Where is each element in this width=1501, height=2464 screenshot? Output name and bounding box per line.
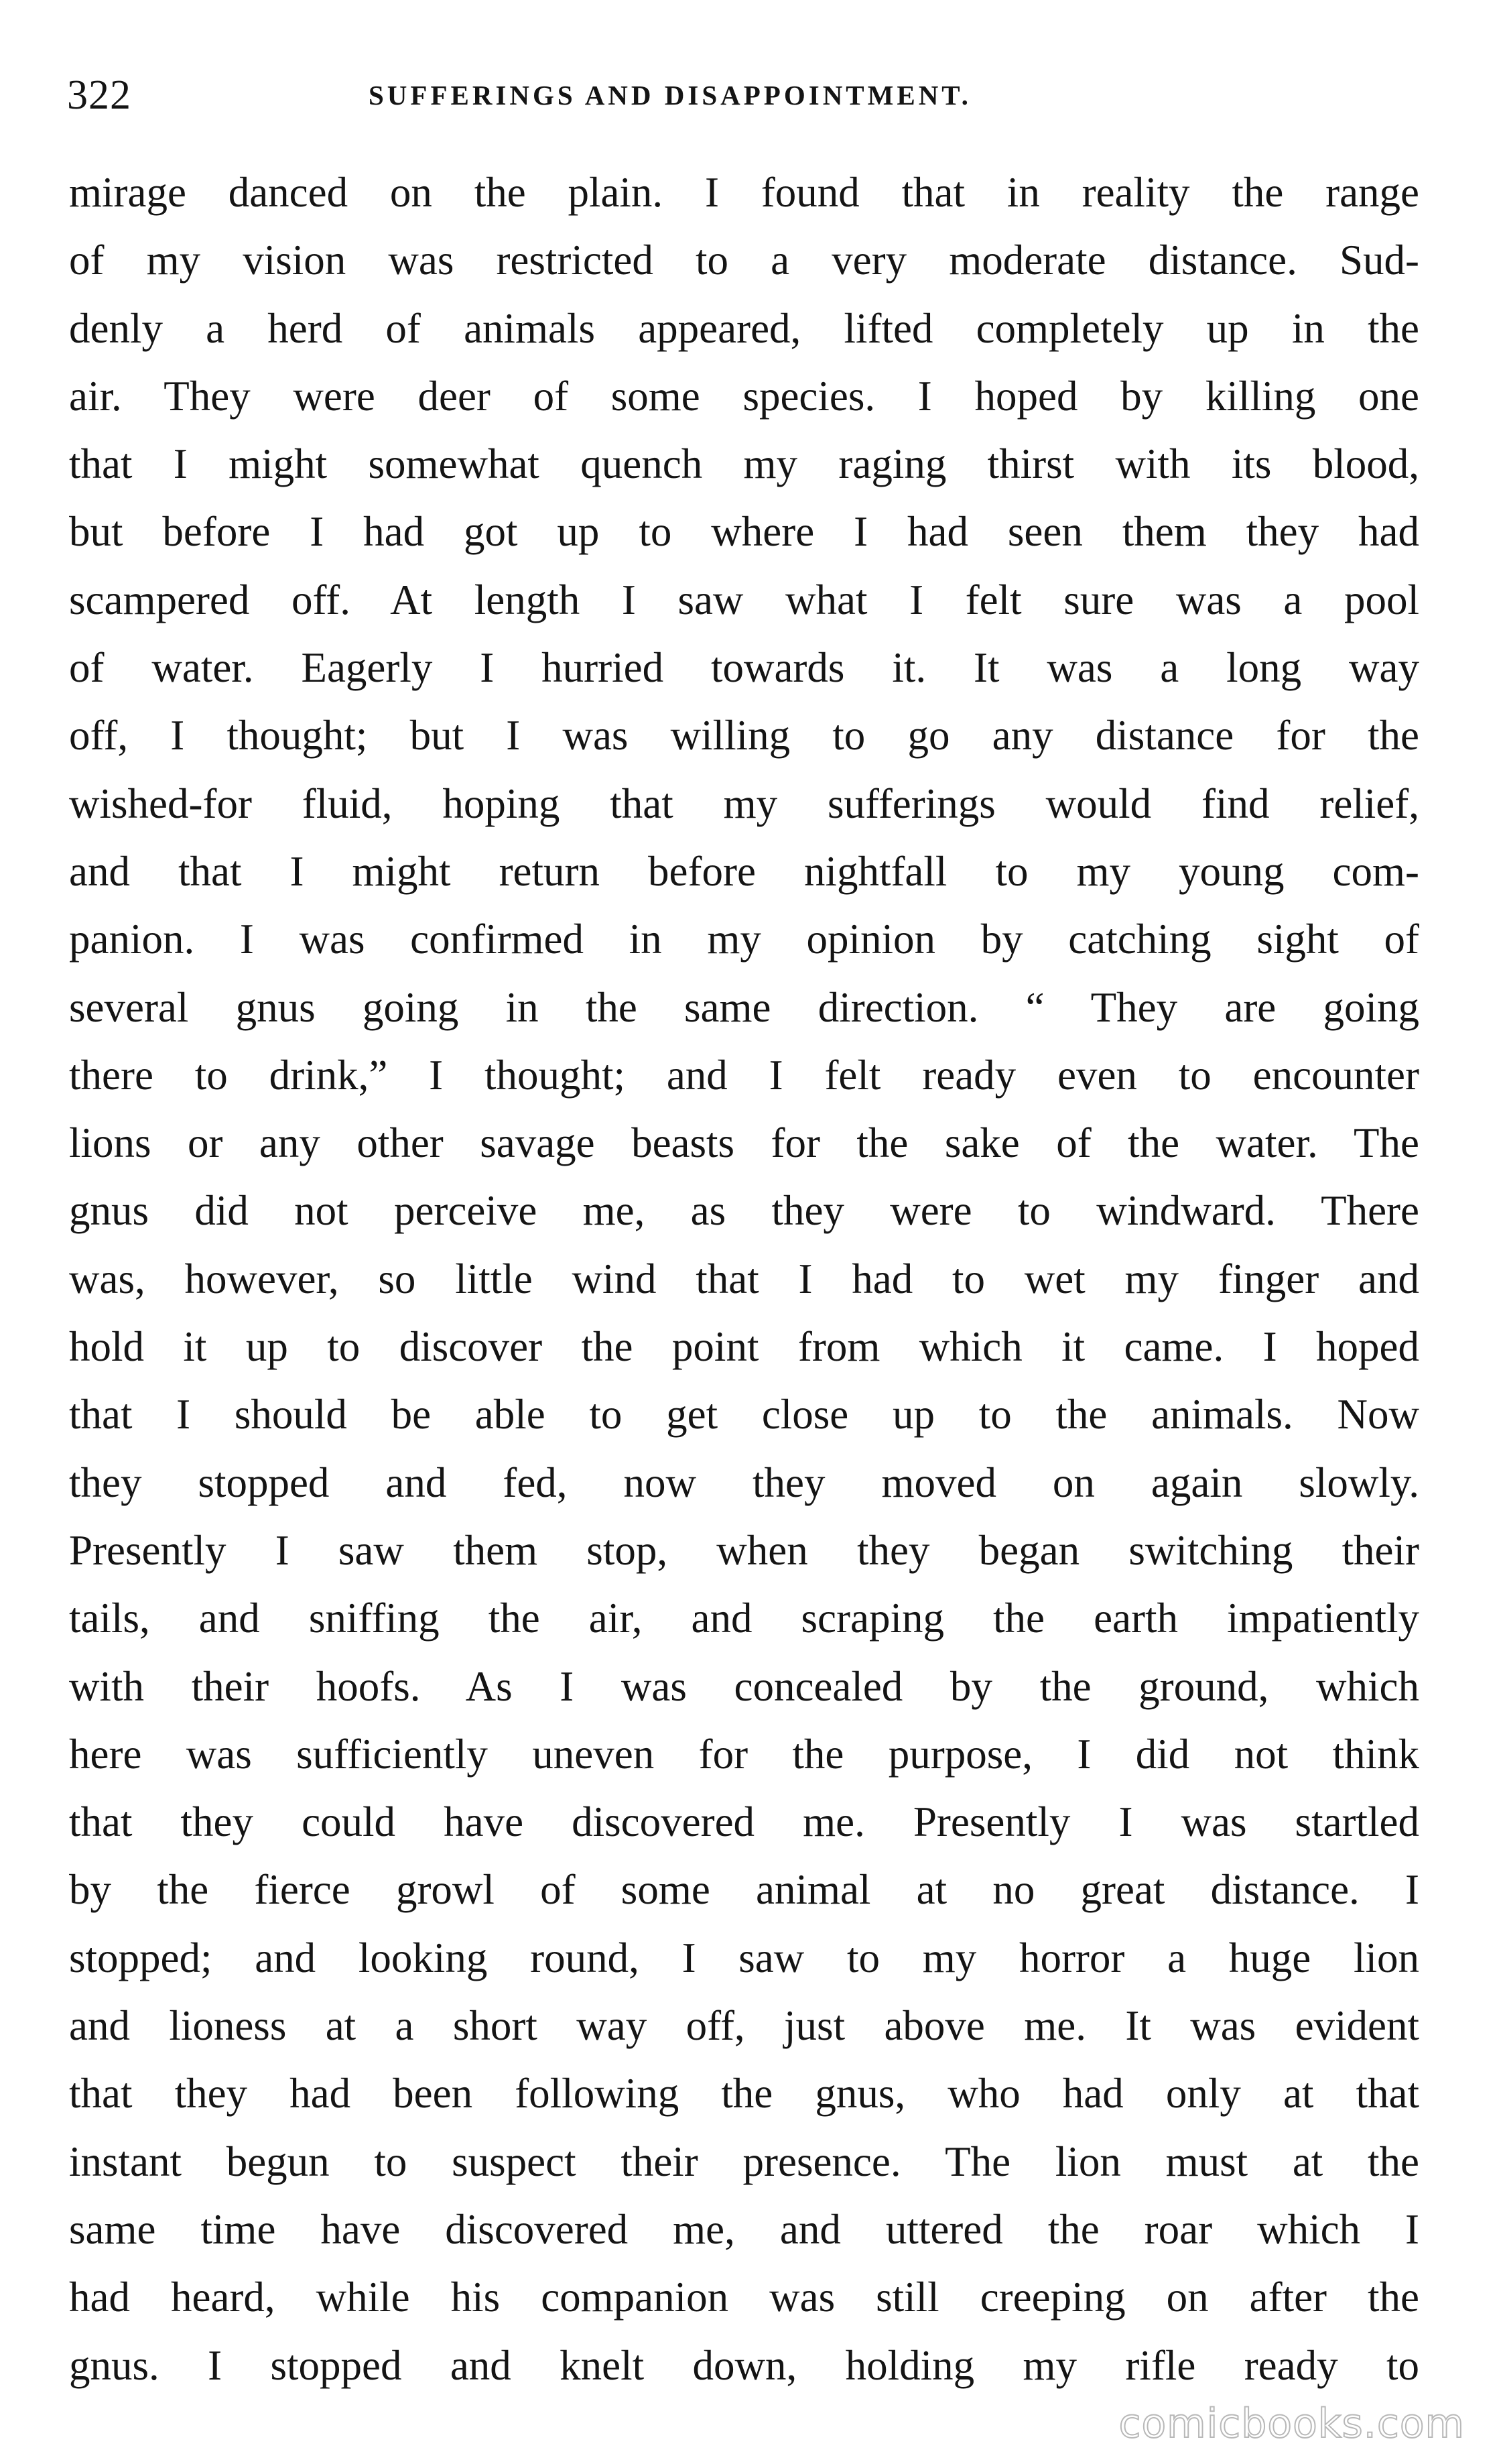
text-line: but before I had got up to where I had seen them they had: [69, 508, 1419, 556]
text-line: by the fierce growl of some animal at no great distance. I: [69, 1866, 1419, 1914]
text-line: that they had been following the gnus, who had only at that: [69, 2070, 1419, 2117]
text-line: gnus. I stopped and knelt down, holding my rifle ready to: [69, 2341, 1419, 2389]
text-line: and that I might return before nightfall to my young com-: [69, 847, 1419, 895]
running-title: SUFFERINGS AND DISAPPOINTMENT.: [369, 80, 972, 111]
body-text: [69, 159, 1419, 2400]
text-line: of my vision was restricted to a very moderate distance. Sud-: [69, 237, 1419, 284]
text-line: there to drink,” I thought; and I felt ready even to encounter: [69, 1051, 1419, 1099]
text-line: that I might somewhat quench my raging thirst with its blood,: [69, 440, 1419, 488]
page-number: 322: [67, 72, 131, 118]
text-line: off, I thought; but I was willing to go any distance for the: [69, 712, 1419, 759]
text-line: mirage danced on the plain. I found that in reality the range: [69, 169, 1419, 216]
text-line: same time have discovered me, and uttered the roar which I: [69, 2205, 1419, 2253]
text-line: was, however, so little wind that I had to wet my finger and: [69, 1255, 1419, 1302]
watermark: comicbooks.com: [1118, 2400, 1465, 2447]
text-line: they stopped and fed, now they moved on again slowly.: [69, 1459, 1419, 1506]
text-line: hold it up to discover the point from which it came. I hoped: [69, 1323, 1419, 1371]
text-line: here was sufficiently uneven for the purpose, I did not think: [69, 1730, 1419, 1778]
text-line: that I should be able to get close up to the animals. Now: [69, 1391, 1419, 1438]
text-line: of water. Eagerly I hurried towards it. It was a long way: [69, 644, 1419, 692]
text-line: that they could have discovered me. Presently I was startled: [69, 1798, 1419, 1846]
text-line: wished-for fluid, hoping that my sufferings would find relief,: [69, 780, 1419, 827]
text-line: had heard, while his companion was still creeping on after the: [69, 2274, 1419, 2321]
text-line: instant begun to suspect their presence. The lion must at the: [69, 2138, 1419, 2185]
text-line: Presently I saw them stop, when they began switching their: [69, 1526, 1419, 1574]
text-line: scampered off. At length I saw what I felt sure was a pool: [69, 576, 1419, 623]
text-line: several gnus going in the same direction. “ They are going: [69, 983, 1419, 1031]
text-line: with their hoofs. As I was concealed by the ground, which: [69, 1662, 1419, 1710]
text-line: denly a herd of animals appeared, lifted completely up in the: [69, 304, 1419, 352]
text-line: gnus did not perceive me, as they were to windward. There: [69, 1187, 1419, 1235]
text-line: and lioness at a short way off, just above me. It was evident: [69, 2002, 1419, 2050]
text-line: air. They were deer of some species. I hoped by killing one: [69, 372, 1419, 420]
running-head: [67, 62, 1421, 129]
text-line: stopped; and looking round, I saw to my horror a huge lion: [69, 1934, 1419, 1981]
text-line: tails, and sniffing the air, and scraping the earth impatiently: [69, 1595, 1419, 1642]
text-line: panion. I was confirmed in my opinion by catching sight of: [69, 916, 1419, 963]
text-line: lions or any other savage beasts for the sake of the water. The: [69, 1119, 1419, 1167]
